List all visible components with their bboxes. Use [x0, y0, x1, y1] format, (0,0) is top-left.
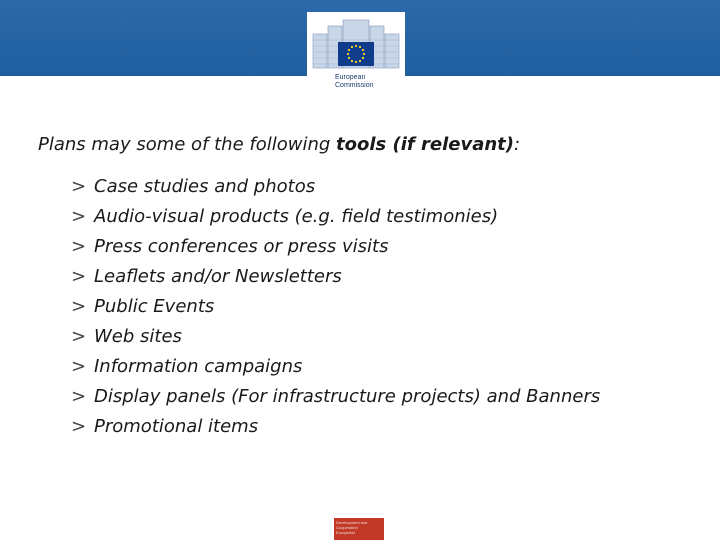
intro-suffix: :	[514, 134, 521, 155]
bullet-chevron-icon: >	[71, 356, 87, 377]
intro-bold: tools (if relevant)	[336, 134, 515, 155]
list-item	[71, 292, 698, 322]
list-item-text: Information campaigns	[94, 356, 303, 377]
list-item	[71, 202, 698, 232]
list-item-text: Press conferences or press visits	[94, 236, 389, 257]
bullet-chevron-icon: >	[71, 236, 87, 257]
list-item-text: Audio-visual products (e.g. field testimonies)	[94, 206, 499, 227]
logo-line-2: Commission	[335, 82, 374, 89]
tools-list	[38, 172, 698, 442]
list-item-text: Case studies and photos	[94, 176, 316, 197]
european-commission-logo	[307, 12, 405, 100]
slide-body	[38, 132, 698, 442]
list-item	[71, 352, 698, 382]
bullet-chevron-icon: >	[71, 266, 87, 287]
logo-text	[335, 74, 374, 90]
bullet-chevron-icon: >	[71, 386, 87, 407]
bullet-chevron-icon: >	[71, 176, 87, 197]
bullet-chevron-icon: >	[71, 416, 87, 437]
europeaid-badge	[334, 518, 384, 540]
list-item	[71, 382, 698, 412]
list-item-text: Promotional items	[94, 416, 259, 437]
list-item	[71, 172, 698, 202]
list-item-text: Public Events	[94, 296, 215, 317]
berlaymont-building-icon	[307, 12, 405, 72]
list-item	[71, 232, 698, 262]
list-item	[71, 262, 698, 292]
list-item-text: Web sites	[94, 326, 182, 347]
intro-prefix: Plans may some of the following	[38, 134, 337, 155]
list-item-text: Leaflets and/or Newsletters	[94, 266, 342, 287]
list-item	[71, 412, 698, 442]
badge-line-2: Cooperation	[336, 525, 358, 530]
list-item-text: Display panels (For infrastructure projects) and Banners	[94, 386, 601, 407]
logo-line-1: European	[335, 74, 366, 81]
bullet-chevron-icon: >	[71, 206, 87, 227]
bullet-chevron-icon: >	[71, 326, 87, 347]
list-item	[71, 322, 698, 352]
bullet-chevron-icon: >	[71, 296, 87, 317]
badge-line-1: Development and	[336, 520, 368, 525]
intro-text	[38, 132, 698, 158]
badge-line-3: EuropeAid	[336, 530, 355, 535]
